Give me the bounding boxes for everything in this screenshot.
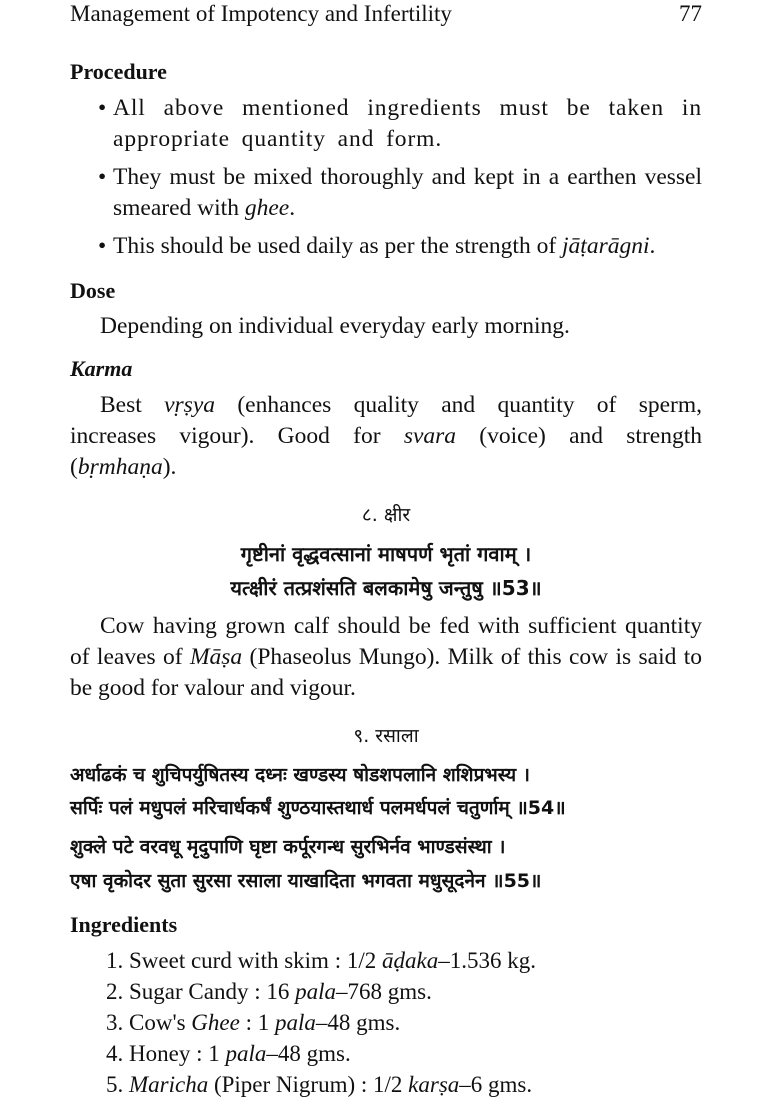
ingredient-text: Sugar Candy : 16 bbox=[129, 979, 296, 1004]
karma-text bbox=[70, 390, 702, 483]
header-title: Management of Impotency and Infertility bbox=[70, 1, 452, 26]
verse-53-line-1: गृष्टीनां वृद्धवत्सानां माषपर्ण भृतां गवाम् । bbox=[240, 542, 532, 566]
ingredient-italic: karṣa bbox=[408, 1072, 460, 1097]
translation-part: (Phaseolus Mungo). Milk of this cow is said to be good for valour and vigour. bbox=[70, 644, 702, 701]
ingredient-italic: Maricha bbox=[129, 1072, 209, 1097]
dose-body: Depending on individual everyday early morning. bbox=[100, 313, 570, 339]
verse-55-line-1: शुक्ले पटे वरवधू मृदुपाणि घृष्टा कर्पूरगन्ध सुरभिर्नव भाण्डसंस्था । bbox=[70, 836, 506, 858]
ingredient-italic: pala bbox=[295, 979, 336, 1004]
ingredient-text: (Piper Nigrum) : 1/2 bbox=[208, 1072, 409, 1097]
ingredient-number: 4. bbox=[106, 1041, 124, 1066]
ingredient-text: –1.536 kg. bbox=[438, 948, 536, 973]
karma-italic: bṛmhaṇa bbox=[77, 454, 163, 480]
ingredient-text: Cow's bbox=[129, 1010, 192, 1035]
ingredient-italic: pala bbox=[274, 1010, 316, 1035]
ingredient-italic: Ghee bbox=[191, 1010, 240, 1035]
dose-text bbox=[70, 311, 702, 342]
ingredients-list bbox=[70, 945, 702, 1100]
karma-italic: svara bbox=[403, 423, 457, 449]
ingredient-item bbox=[70, 1069, 702, 1100]
ingredient-number: 3. bbox=[106, 1010, 124, 1035]
procedure-bullet bbox=[70, 231, 702, 262]
procedure-list bbox=[70, 93, 702, 269]
karma-part: (enhances quality and quantity of sperm, increases vigour). Good for bbox=[70, 392, 702, 449]
ingredient-item bbox=[70, 1038, 702, 1069]
ingredient-item bbox=[70, 945, 702, 976]
ingredient-italic: āḍaka bbox=[381, 948, 439, 973]
bullet-text: All above mentioned ingredients must be taken in appropriate quantity and form. bbox=[113, 95, 702, 152]
ingredient-number: 1. bbox=[106, 948, 124, 973]
ingredient-text: Honey : 1 bbox=[129, 1041, 226, 1066]
ingredient-text: –48 gms. bbox=[315, 1010, 401, 1035]
translation-part: Cow having grown calf should be fed with sufficient quantity of leaves of bbox=[70, 613, 702, 670]
ingredient-number: 5. bbox=[106, 1072, 124, 1097]
ingredient-text: –6 gms. bbox=[459, 1072, 533, 1097]
verse-54-line-2: सर्पिः पलं मधुपलं मरिचार्धकर्षं शुण्ठयास्तथार्ध पलमर्धपलं चतुर्णाम् ॥54॥ bbox=[70, 797, 566, 819]
ingredient-item bbox=[70, 976, 702, 1007]
bullet-text-end: . bbox=[289, 195, 296, 221]
procedure-heading: Procedure bbox=[70, 59, 167, 84]
running-header bbox=[70, 0, 702, 30]
ingredient-text: –48 gms. bbox=[266, 1041, 351, 1066]
bullet-marker: • bbox=[98, 233, 107, 259]
karma-part: (voice) and strength ( bbox=[70, 423, 702, 480]
procedure-bullet bbox=[70, 162, 702, 224]
verse-53-line-2: यत्क्षीरं तत्प्रशंसति बलकामेषु जन्तुषु ॥53॥ bbox=[230, 576, 542, 600]
karma-italic: vṛṣya bbox=[164, 392, 216, 418]
section-8-translation bbox=[70, 611, 702, 704]
bullet-italic: ghee bbox=[244, 195, 290, 221]
page-number: 77 bbox=[679, 1, 702, 26]
ingredient-italic: pala bbox=[225, 1041, 267, 1066]
karma-part: ). bbox=[162, 454, 177, 480]
karma-heading: Karma bbox=[70, 356, 133, 381]
bullet-text-end: . bbox=[649, 233, 656, 259]
translation-italic: Māṣa bbox=[189, 644, 243, 670]
ingredient-text: : 1 bbox=[239, 1010, 275, 1035]
bullet-marker: • bbox=[98, 164, 107, 190]
ingredients-heading: Ingredients bbox=[70, 912, 178, 937]
ingredient-item bbox=[70, 1007, 702, 1038]
karma-part: Best bbox=[100, 392, 165, 418]
bullet-italic: jāṭarāgni bbox=[562, 233, 650, 259]
section-8-title: ८. क्षीर bbox=[361, 504, 411, 526]
bullet-text: This should be used daily as per the strength of bbox=[113, 233, 563, 259]
ingredient-text: –768 gms. bbox=[336, 979, 432, 1004]
dose-heading: Dose bbox=[70, 278, 116, 303]
procedure-bullet bbox=[70, 93, 702, 155]
bullet-marker: • bbox=[98, 95, 108, 121]
ingredient-text: Sweet curd with skim : 1/2 bbox=[129, 948, 382, 973]
verse-55-line-2: एषा वृकोदर सुता सुरसा रसाला याखादिता भगवता मधुसूदनेन ॥55॥ bbox=[70, 870, 542, 892]
section-9-title: ९. रसाला bbox=[353, 725, 419, 747]
bullet-text: They must be mixed thoroughly and kept in a earthen vessel smeared with bbox=[113, 164, 702, 221]
ingredient-number: 2. bbox=[106, 979, 124, 1004]
verse-54-line-1: अर्धाढकं च शुचिपर्युषितस्य दध्नः खण्डस्य षोडशपलानि शशिप्रभस्य । bbox=[70, 764, 530, 786]
